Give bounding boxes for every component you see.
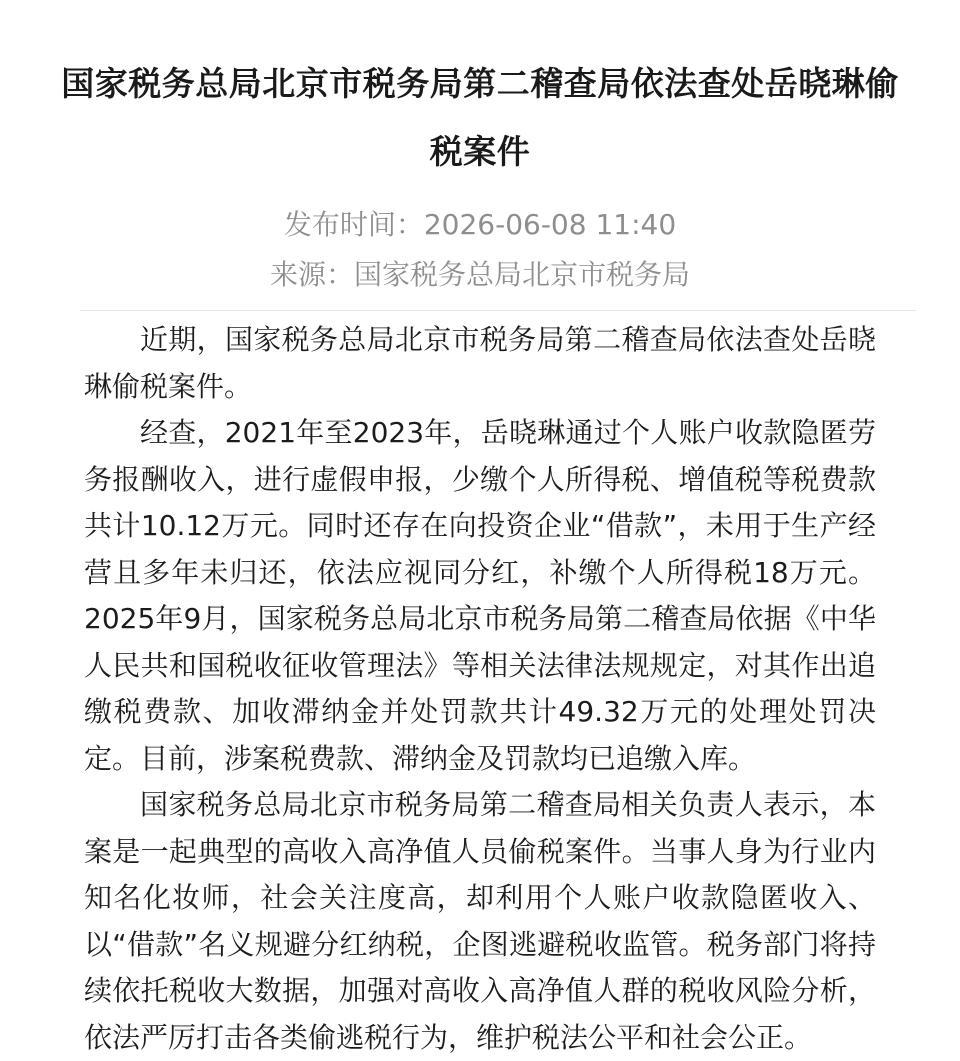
article-body	[0, 317, 960, 1061]
article-title: 国家税务总局北京市税务局第二稽查局依法查处岳晓琳偷税案件	[61, 64, 899, 171]
paragraph-findings: 经查，2021年至2023年，岳晓琳通过个人账户收款隐匿劳务报酬收入，进行虚假申报，少缴个人所得税、增值税等税费款共计10.12万元。同时还存在向投资企业“借款”，未用于生产经营且多年未归还，依法应视同分红，补缴个人所得税18万元。2025年9月，国家税务总局北京市税务局第二稽查局依据《中华人民共和国税收征收管理法》等相关法律法规规定，对其作出追缴税费款、加收滞纳金并处罚款共计49.32万元的处理处罚决定。目前，涉案税费款、滞纳金及罚款均已追缴入库。	[84, 416, 876, 775]
paragraph-intro: 近期，国家税务总局北京市税务局第二稽查局依法查处岳晓琳偷税案件。	[84, 323, 876, 403]
publish-time: 发布时间：2026-06-08 11:40	[283, 208, 677, 241]
paragraph-statement: 国家税务总局北京市税务局第二稽查局相关负责人表示，本案是一起典型的高收入高净值人员偷税案件。当事人身为行业内知名化妆师，社会关注度高，却利用个人账户收款隐匿收入、以“借款”名义规避分红纳税，企图逃避税收监管。税务部门将持续依托税收大数据，加强对高收入高净值人群的税收风险分析，依法严厉打击各类偷逃税行为，维护税法公平和社会公正。	[84, 788, 876, 1054]
header-divider	[80, 310, 916, 311]
article-source: 来源：国家税务总局北京市税务局	[269, 258, 690, 291]
